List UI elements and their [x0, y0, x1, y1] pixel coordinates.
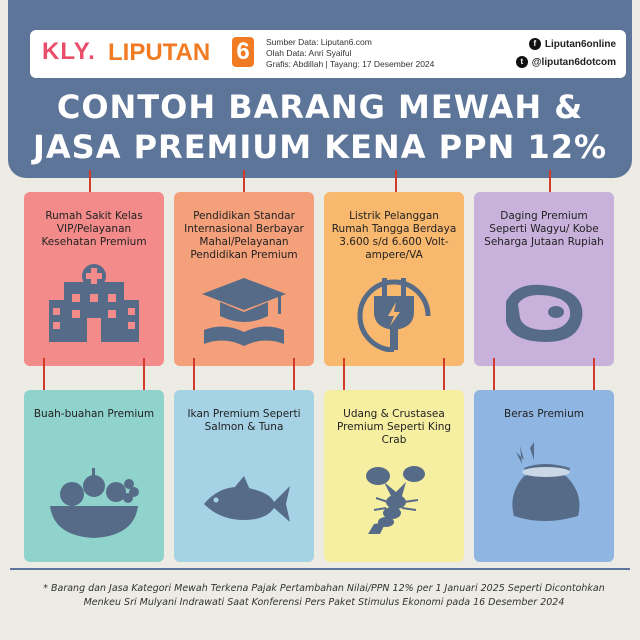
power-plug-icon: [344, 272, 444, 352]
card-electricity: [324, 192, 464, 366]
brand-bar: [30, 30, 626, 78]
twitter-handle-text: @liputan6dotcom: [531, 56, 616, 68]
card-hospital: [24, 192, 164, 366]
title-line-1: CONTOH BARANG MEWAH &: [56, 88, 584, 126]
footnote-line-2: Menkeu Sri Mulyani Indrawati Saat Konferensi Pers Paket Stimulus Ekonomi pada 16 Desember 2024: [83, 597, 565, 608]
footnote-divider: [10, 568, 630, 570]
card-label: Listrik Pelanggan Rumah Tangga Berdaya 3.600 s/d 6.600 Volt-ampere/VA: [331, 210, 457, 261]
card-label: Pendidikan Standar Internasional Berbayar Mahal/Pelayanan Pendidikan Premium: [184, 210, 304, 261]
footnote: [24, 582, 624, 610]
pin-line: [549, 170, 551, 194]
card-rice: [474, 390, 614, 562]
title-line-2: JASA PREMIUM KENA PPN 12%: [32, 128, 608, 166]
card-fruits: [24, 390, 164, 562]
liputan-logo: LIPUTAN: [108, 39, 211, 66]
credit-processed: Olah Data: Anri Syaiful: [266, 48, 352, 58]
facebook-icon: f: [529, 38, 541, 50]
credit-source: Sumber Data: Liputan6.com: [266, 37, 372, 47]
card-label: Beras Premium: [504, 408, 584, 420]
twitter-handle: [516, 56, 616, 68]
pin-line: [343, 358, 345, 392]
facebook-handle: [529, 38, 616, 50]
footnote-line-1: * Barang dan Jasa Kategori Mewah Terkena Pajak Pertambahan Nilai/PPN 12% per 1 Januari 2025 Seperti Dicontohkan: [43, 583, 605, 594]
pin-line: [43, 358, 45, 392]
facebook-handle-text: Liputan6online: [544, 38, 616, 50]
twitter-icon: t: [516, 56, 528, 68]
card-education: [174, 192, 314, 366]
pin-line: [293, 358, 295, 392]
card-label: Udang & Crustasea Premium Seperti King Crab: [336, 408, 452, 446]
card-lobster: [324, 390, 464, 562]
card-meat: [474, 192, 614, 366]
graduation-cap-icon: [194, 274, 294, 354]
pin-line: [593, 358, 595, 392]
hospital-icon: [44, 262, 144, 342]
pin-line: [143, 358, 145, 392]
card-label: Daging Premium Seperti Wagyu/ Kobe Seharga Jutaan Rupiah: [484, 210, 604, 248]
card-label: Rumah Sakit Kelas VIP/Pelayanan Kesehatan Premium: [41, 210, 147, 248]
pin-line: [89, 170, 91, 194]
kly-logo: KLY.: [42, 38, 96, 65]
pin-line: [443, 358, 445, 392]
fish-icon: [194, 462, 294, 542]
pin-line: [493, 358, 495, 392]
rice-sack-icon: [494, 442, 594, 522]
card-fish: [174, 390, 314, 562]
credit-graphic: Grafis: Abdillah | Tayang: 17 Desember 2024: [266, 59, 435, 69]
meat-icon: [494, 272, 594, 352]
lobster-icon: [344, 456, 444, 536]
liputan6-badge: 6: [232, 37, 254, 67]
card-label: Buah-buahan Premium: [33, 408, 155, 420]
card-label: Ikan Premium Seperti Salmon & Tuna: [187, 408, 301, 433]
pin-line: [243, 170, 245, 194]
credits: [266, 37, 434, 70]
fruit-bowl-icon: [44, 460, 144, 540]
pin-line: [395, 170, 397, 194]
pin-line: [193, 358, 195, 392]
